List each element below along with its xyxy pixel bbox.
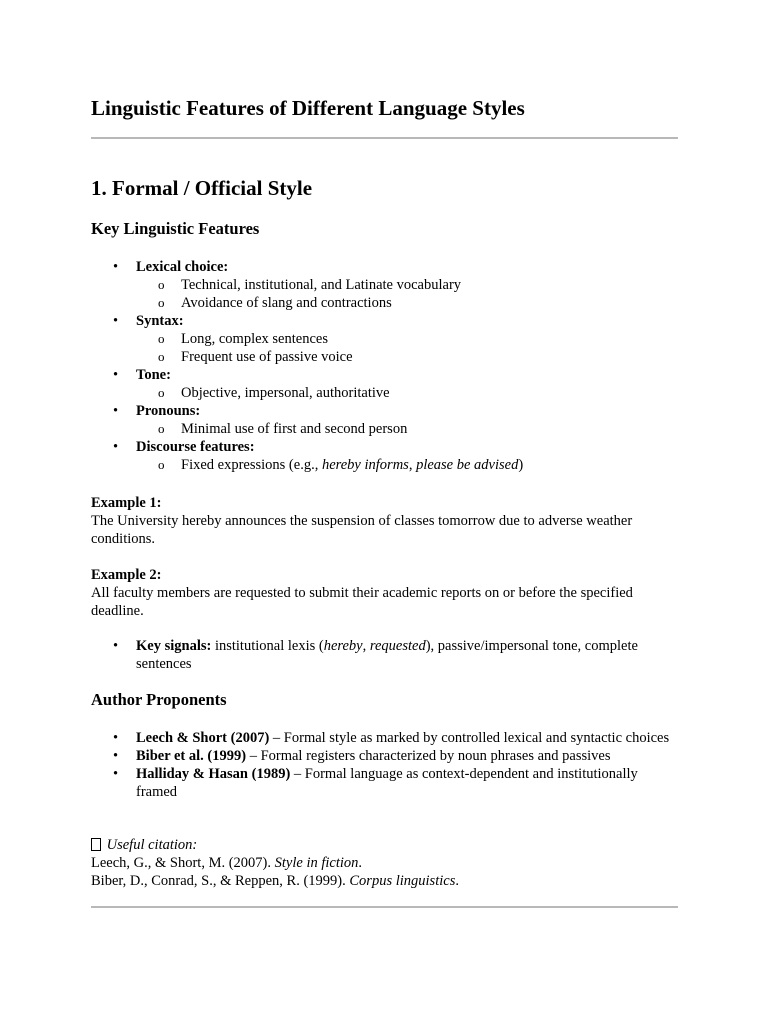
key-signals-list bbox=[91, 637, 681, 673]
example-1 bbox=[91, 494, 671, 548]
feature-sublist bbox=[91, 456, 691, 474]
citation-text: Leech, G., & Short, M. (2007). bbox=[91, 855, 275, 871]
feature-lexical bbox=[91, 258, 691, 312]
authors-list bbox=[91, 729, 681, 801]
citation-label: Useful citation: bbox=[106, 837, 198, 853]
author-text: – Formal language as context-dependent and institutionally framed bbox=[136, 766, 638, 800]
key-signals-italic: hereby bbox=[323, 638, 363, 654]
subitem-italic: hereby informs bbox=[321, 457, 409, 473]
feature-subitem: o Frequent use of passive voice bbox=[91, 348, 691, 366]
feature-tone bbox=[91, 366, 691, 402]
feature-subitem: o Technical, institutional, and Latinate vocabulary bbox=[91, 276, 691, 294]
feature-sublist bbox=[91, 330, 691, 366]
key-signals-label: Key signals: bbox=[136, 638, 212, 654]
feature-sublist bbox=[91, 420, 691, 438]
feature-sublist bbox=[91, 276, 691, 312]
feature-subitem: o Minimal use of first and second person bbox=[91, 420, 691, 438]
feature-label: Lexical choice: bbox=[136, 259, 229, 275]
citation-end: . bbox=[455, 873, 459, 889]
citation-text: Biber, D., Conrad, S., & Reppen, R. (1999). bbox=[91, 873, 350, 889]
section-title: 1. Formal / Official Style bbox=[91, 176, 313, 200]
key-features-list bbox=[91, 258, 691, 474]
subitem-text: ) bbox=[518, 457, 524, 473]
feature-subitem: o Avoidance of slang and contractions bbox=[91, 294, 691, 312]
author-text: – Formal style as marked by controlled lexical and syntactic choices bbox=[269, 730, 670, 746]
book-icon bbox=[91, 838, 101, 851]
subitem-text: Fixed expressions (e.g., bbox=[181, 457, 322, 473]
author-item bbox=[91, 729, 681, 747]
author-item bbox=[91, 747, 681, 765]
example-text: All faculty members are requested to submit their academic reports on or before the specified deadline. bbox=[91, 585, 633, 619]
divider-top bbox=[91, 137, 678, 139]
example-text: The University hereby announces the suspension of classes tomorrow due to adverse weather conditions. bbox=[91, 513, 633, 547]
citation-ref bbox=[91, 872, 671, 890]
example-2 bbox=[91, 566, 671, 620]
citation-heading bbox=[91, 836, 671, 854]
citation-block bbox=[91, 836, 671, 890]
divider-bottom bbox=[91, 906, 678, 908]
citation-ref bbox=[91, 854, 671, 872]
citation-work: Style in fiction bbox=[274, 855, 359, 871]
feature-discourse bbox=[91, 438, 691, 474]
feature-label: Pronouns: bbox=[136, 403, 201, 419]
key-signals-text: ), passive/impersonal tone, complete sentences bbox=[136, 638, 638, 672]
key-signals-text: institutional lexis ( bbox=[211, 638, 324, 654]
feature-label: Discourse features: bbox=[136, 439, 255, 455]
author-text: – Formal registers characterized by noun phrases and passives bbox=[246, 748, 611, 764]
feature-subitem: o Objective, impersonal, authoritative bbox=[91, 384, 691, 402]
feature-label: Syntax: bbox=[136, 313, 184, 329]
citation-work: Corpus linguistics bbox=[349, 873, 456, 889]
example-label: Example 1: bbox=[91, 495, 162, 511]
author-name: Leech & Short (2007) bbox=[136, 730, 270, 746]
key-signals-italic: requested bbox=[369, 638, 426, 654]
author-item bbox=[91, 765, 681, 801]
key-signals-item bbox=[91, 637, 681, 673]
subitem-text: , bbox=[408, 457, 417, 473]
key-features-heading: Key Linguistic Features bbox=[91, 219, 260, 238]
authors-heading: Author Proponents bbox=[91, 690, 227, 709]
feature-label: Tone: bbox=[136, 367, 171, 383]
feature-sublist bbox=[91, 384, 691, 402]
feature-syntax bbox=[91, 312, 691, 366]
citation-end: . bbox=[358, 855, 363, 871]
subitem-italic: please be advised bbox=[416, 457, 519, 473]
key-signals-text: , bbox=[362, 638, 370, 654]
example-label: Example 2: bbox=[91, 567, 162, 583]
author-name: Halliday & Hasan (1989) bbox=[136, 766, 291, 782]
feature-subitem: o Long, complex sentences bbox=[91, 330, 691, 348]
feature-pronouns bbox=[91, 402, 691, 438]
feature-subitem bbox=[91, 456, 691, 474]
page-title: Linguistic Features of Different Language Styles bbox=[91, 96, 525, 120]
author-name: Biber et al. (1999) bbox=[136, 748, 247, 764]
